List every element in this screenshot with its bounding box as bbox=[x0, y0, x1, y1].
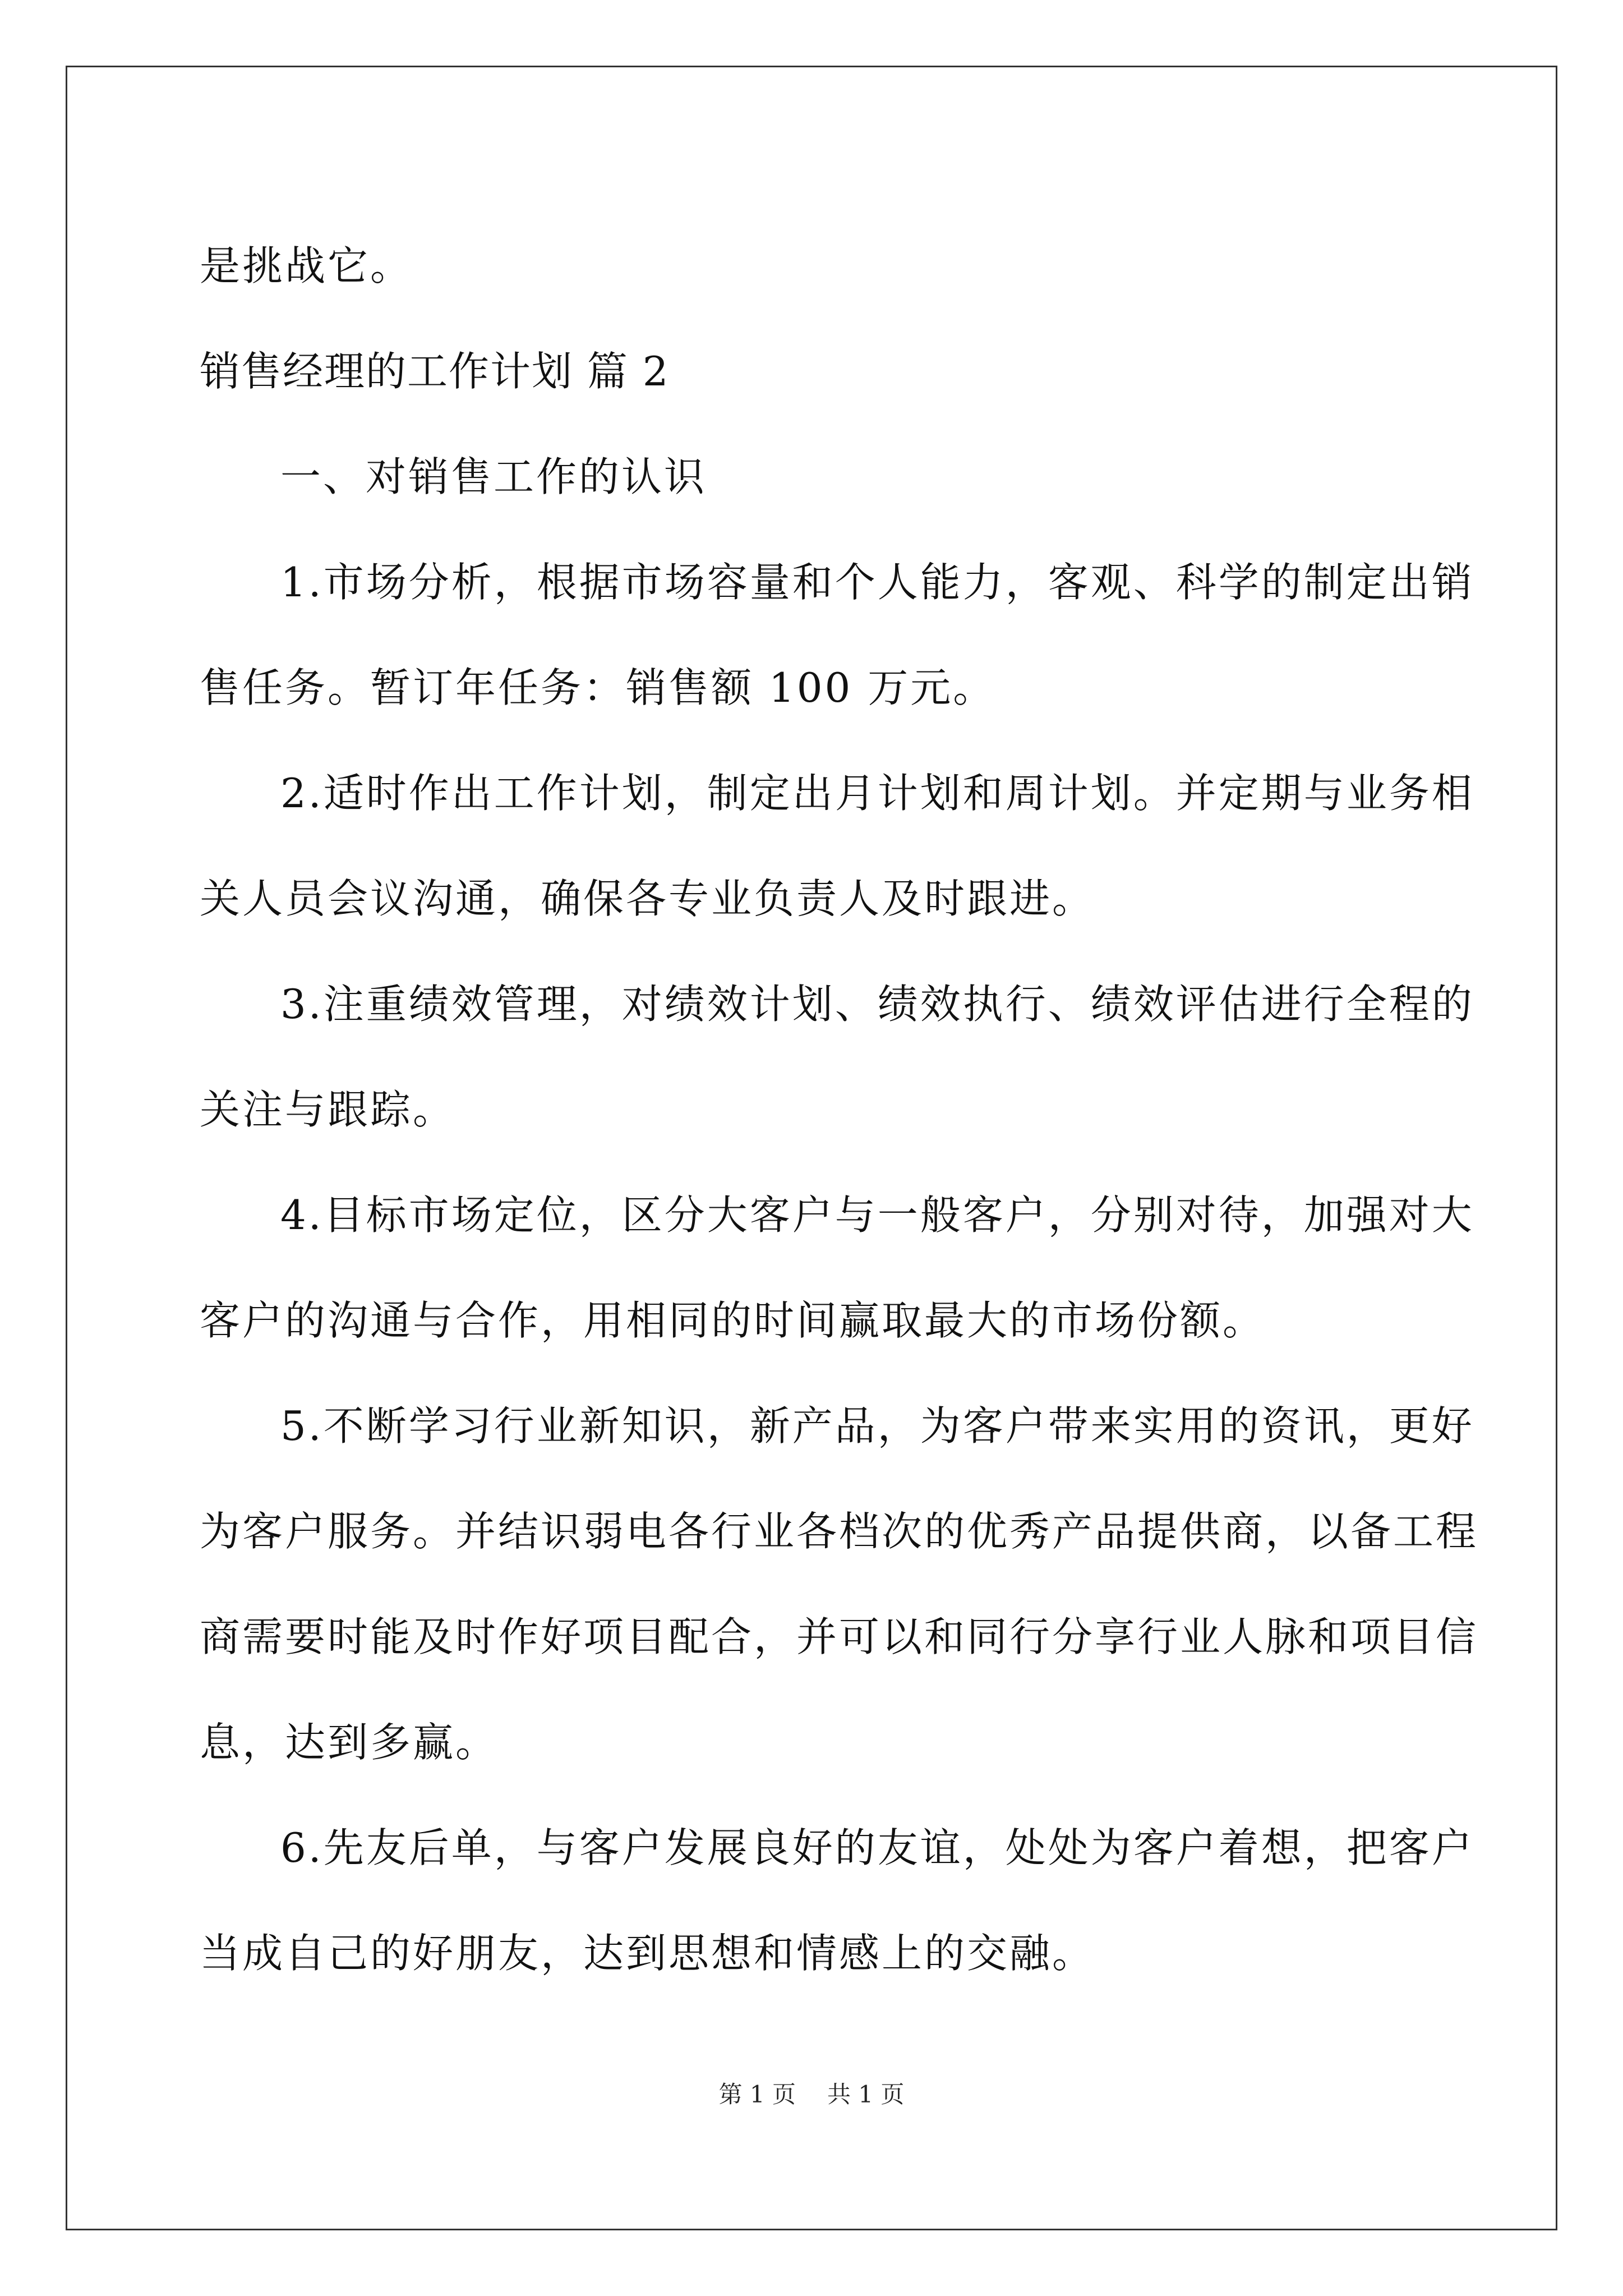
text-line: 5.不断学习行业新知识，新产品，为客户带来实用的资讯，更好 bbox=[280, 1402, 1474, 1450]
text-line: 4.目标市场定位，区分大客户与一般客户，分别对待，加强对大 bbox=[280, 1191, 1474, 1239]
text-line: 是挑战它。 bbox=[200, 242, 413, 289]
page-number-current: 第 1 页 bbox=[718, 2081, 796, 2108]
text-line: 2.适时作出工作计划，制定出月计划和周计划。并定期与业务相 bbox=[280, 770, 1474, 817]
text-line: 售任务。暂订年任务：销售额 100 万元。 bbox=[200, 664, 996, 711]
text-line: 客户的沟通与合作，用相同的时间赢取最大的市场份额。 bbox=[200, 1297, 1266, 1344]
text-line: 当成自己的好朋友，达到思想和情感上的交融。 bbox=[200, 1930, 1095, 1977]
text-line: 商需要时能及时作好项目配合，并可以和同行分享行业人脉和项目信 bbox=[200, 1613, 1479, 1660]
text-line: 关人员会议沟通，确保各专业负责人及时跟进。 bbox=[200, 875, 1095, 922]
document-body bbox=[200, 213, 1479, 2006]
section-heading: 销售经理的工作计划 篇 2 bbox=[200, 348, 670, 395]
text-line: 3.注重绩效管理，对绩效计划、绩效执行、绩效评估进行全程的 bbox=[280, 981, 1474, 1028]
text-line: 为客户服务。并结识弱电各行业各档次的优秀产品提供商，以备工程 bbox=[200, 1508, 1479, 1555]
text-line: 6.先友后单，与客户发展良好的友谊，处处为客户着想，把客户 bbox=[280, 1824, 1474, 1871]
text-line: 1.市场分析，根据市场容量和个人能力，客观、科学的制定出销 bbox=[280, 559, 1474, 606]
page-number-total: 共 1 页 bbox=[827, 2081, 905, 2108]
text-line: 关注与跟踪。 bbox=[200, 1086, 456, 1133]
text-line: 息，达到多赢。 bbox=[200, 1719, 499, 1766]
subsection-heading: 一、对销售工作的认识 bbox=[280, 453, 707, 500]
page-footer bbox=[0, 2078, 1623, 2111]
